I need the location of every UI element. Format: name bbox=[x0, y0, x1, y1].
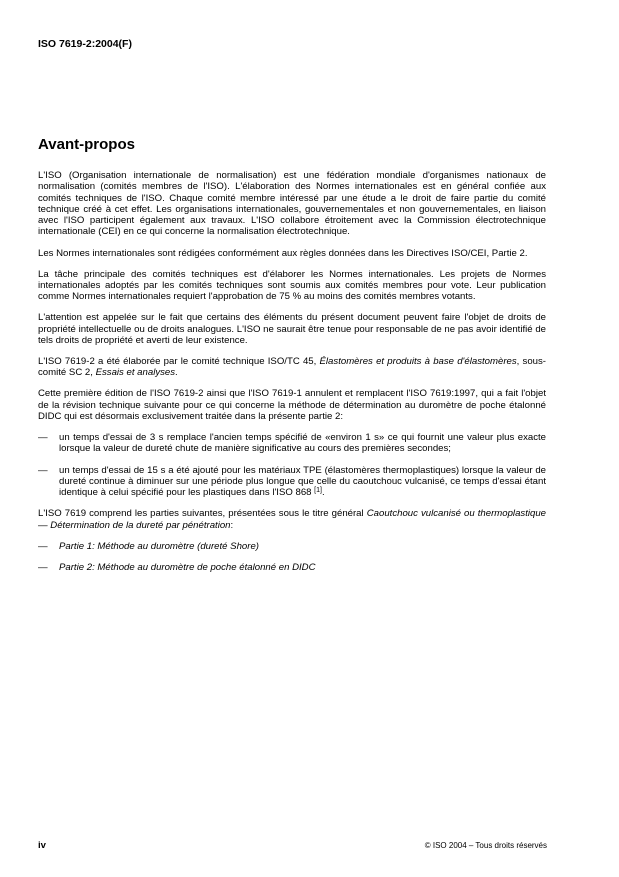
parts-intro-end: : bbox=[230, 519, 234, 531]
prepared-by-text: L'ISO 7619-2 a été élaborée par le comité technique ISO/TC 45, bbox=[38, 356, 320, 368]
list-dash: — bbox=[38, 540, 48, 552]
document-id: ISO 7619-2:2004(F) bbox=[38, 38, 132, 50]
bibliography-reference: [1] bbox=[314, 487, 322, 495]
revision-item-end: . bbox=[321, 487, 325, 499]
list-dash: — bbox=[38, 561, 48, 573]
revision-item-text bbox=[59, 465, 546, 499]
part-item bbox=[38, 562, 546, 573]
revision-item bbox=[38, 465, 546, 499]
parts-intro-text: L'ISO 7619 comprend les parties suivantes, présentées sous le titre général bbox=[38, 508, 367, 520]
page-title: Avant-propos bbox=[38, 136, 135, 153]
list-dash: — bbox=[38, 432, 48, 444]
paragraph-technical-committees: La tâche principale des comités techniques est d'élaborer les Normes internationales. Les projets de Normes internationales adoptés par les comités techniques sont soumis aux comités membres pour vote. Leur publication comme Normes internationales requiert l'approbation de 75 % au moins des comités membres votants. bbox=[38, 268, 546, 303]
page-number: iv bbox=[38, 840, 46, 851]
subcommittee-title: Essais et analyses bbox=[95, 367, 176, 379]
list-dash: — bbox=[38, 464, 48, 476]
paragraph-edition: Cette première édition de l'ISO 7619-2 ainsi que l'ISO 7619-1 annulent et remplacent l'ISO 7619:1997, qui a fait l'objet de la révision technique suivante pour ce qui concerne la méthode de détermination au duromètre de poche étalonné DIDC qui est désormais exclusivement traitée dans la présente partie 2: bbox=[38, 388, 546, 423]
committee-title: Élastomères et produits à base d'élastomères bbox=[319, 356, 517, 368]
prepared-by-end: . bbox=[175, 367, 178, 379]
revision-item-body: un temps d'essai de 15 s a été ajouté pour les matériaux TPE (élastomères thermoplastiques) lorsque la valeur de dureté continue à diminuer sur une période plus longue que celle du caoutchouc vulcanisé, ce temps d'essai étant identique à celui spécifié pour les plastiques dans l'ISO 868 bbox=[59, 464, 546, 499]
paragraph-directives: Les Normes internationales sont rédigées conformément aux règles données dans les Directives ISO/CEI, Partie 2. bbox=[38, 247, 528, 259]
part-item bbox=[38, 541, 546, 552]
paragraph-prepared-by bbox=[38, 356, 546, 379]
revision-item-text: un temps d'essai de 3 s remplace l'ancien temps spécifié de «environ 1 s» ce qui fournit une valeur plus exacte lorsque la valeur de dureté chute de manière significative au cours des premières secondes; bbox=[59, 432, 546, 455]
general-title: Caoutchouc vulcanisé ou thermoplastique — Détermination de la dureté par pénétration bbox=[38, 508, 547, 531]
foreword-body bbox=[38, 170, 546, 583]
paragraph-patent-rights: L'attention est appelée sur le fait que certains des éléments du présent document peuvent faire l'objet de droits de propriété intellectuelle ou de droits analogues. L'ISO ne saurait être tenue pour responsable de ne pas avoir identifié de tels droits de propriété et averti de leur existence. bbox=[38, 312, 546, 346]
paragraph-iso-intro: L'ISO (Organisation internationale de normalisation) est une fédération mondiale d'organismes nationaux de normalisation (comités membres de l'ISO). L'élaboration des Normes internationales est en général confiée aux comités techniques de l'ISO. Chaque comité membre intéressé par une étude a le droit de faire partie du comité technique créé à cet effet. Les organisations internationales, gouvernementales et non gouvernementales, en liaison avec l'ISO participent également aux travaux. L'ISO collabore étroitement avec la Commission électrotechnique internationale (CEI) en ce qui concerne la normalisation électrotechnique. bbox=[38, 170, 546, 238]
prepared-by-subcommittee: , sous-comité SC 2, bbox=[38, 356, 547, 379]
part-2-title: Partie 2: Méthode au duromètre de poche étalonné en DIDC bbox=[59, 561, 316, 573]
part-1-title: Partie 1: Méthode au duromètre (dureté Shore) bbox=[59, 540, 259, 552]
copyright-notice: © ISO 2004 – Tous droits réservés bbox=[424, 841, 547, 850]
revision-item bbox=[38, 432, 546, 455]
paragraph-parts-intro bbox=[38, 508, 546, 531]
